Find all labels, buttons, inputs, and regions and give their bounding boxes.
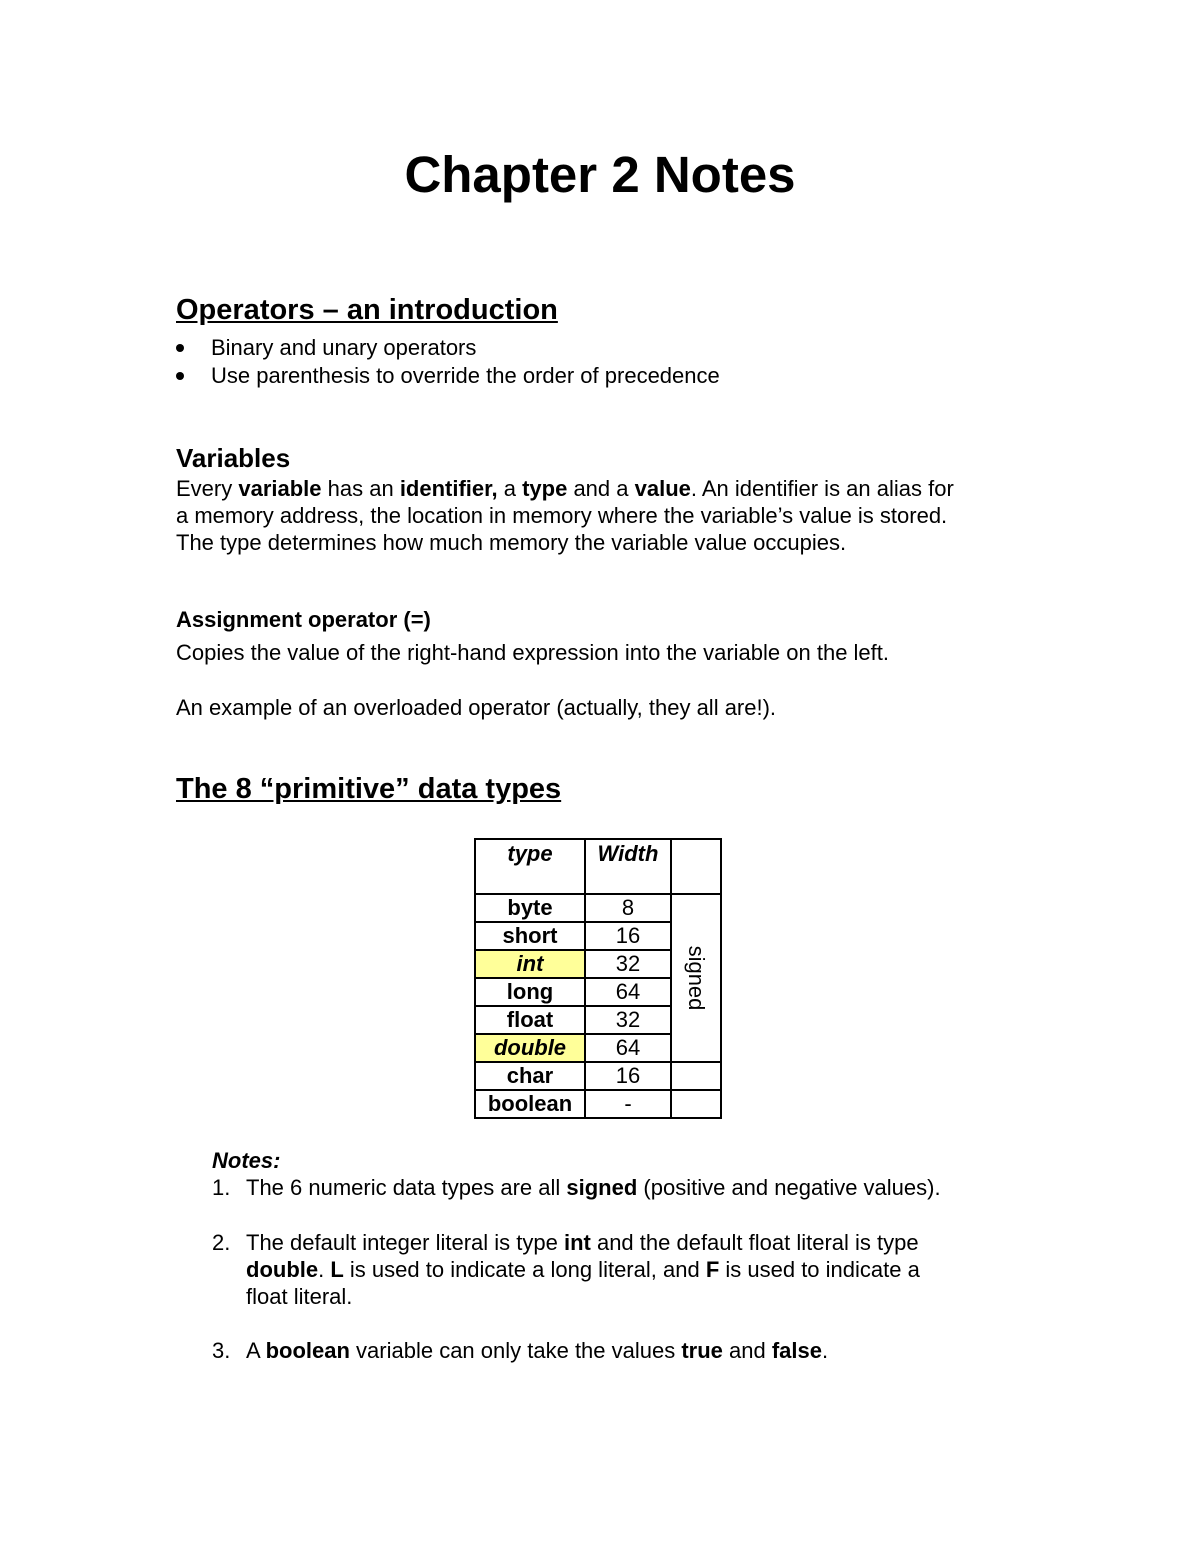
primitives-heading: The 8 “primitive” data types — [176, 773, 562, 805]
bold-term: true — [681, 1338, 723, 1363]
variables-paragraph-line-1 — [176, 475, 954, 502]
signed-cell — [671, 894, 721, 1062]
bold-term: boolean — [265, 1338, 350, 1363]
text-run: float literal. — [246, 1284, 353, 1309]
table-header-row — [475, 839, 721, 894]
notes-heading: Notes: — [212, 1148, 281, 1173]
bold-term: identifier, — [399, 476, 498, 501]
overloaded-operator-paragraph: An example of an overloaded operator (actually, they all are!). — [176, 695, 777, 720]
primitive-types-table — [474, 838, 722, 1119]
signed-label: signed — [684, 945, 709, 1011]
note-number: 3. — [212, 1338, 231, 1363]
width-cell: 16 — [585, 1062, 671, 1090]
text-run: Every — [176, 476, 239, 501]
type-cell: short — [475, 922, 585, 950]
type-cell-highlighted: double — [475, 1034, 585, 1062]
width-cell: 32 — [585, 950, 671, 978]
width-cell: 32 — [585, 1006, 671, 1034]
width-cell: 16 — [585, 922, 671, 950]
bold-term: F — [705, 1257, 720, 1282]
width-cell: 8 — [585, 894, 671, 922]
bold-term: signed — [566, 1175, 638, 1200]
header-width: Width — [585, 839, 671, 894]
header-type: type — [475, 839, 585, 894]
page-title: Chapter 2 Notes — [404, 146, 796, 203]
text-run: and the default float literal is type — [590, 1230, 919, 1255]
operators-bullet-list — [176, 334, 720, 390]
assignment-heading: Assignment operator (=) — [176, 607, 431, 632]
empty-cell — [671, 1090, 721, 1118]
bold-term: int — [563, 1230, 591, 1255]
type-cell: long — [475, 978, 585, 1006]
text-run: a — [497, 476, 523, 501]
header-empty-cell — [671, 839, 721, 894]
assignment-paragraph: Copies the value of the right-hand expression into the variable on the left. — [176, 640, 890, 665]
type-cell: byte — [475, 894, 585, 922]
note-item-2 — [212, 1229, 941, 1310]
text-run: is used to indicate a — [719, 1257, 920, 1282]
type-cell: boolean — [475, 1090, 585, 1118]
variables-paragraph-line-2: a memory address, the location in memory where the variable’s value is stored. — [176, 503, 948, 528]
text-run: . An identifier is an alias for — [690, 476, 954, 501]
bold-term: value — [634, 476, 691, 501]
operators-heading: Operators – an introduction — [176, 294, 558, 326]
text-run: is used to indicate a long literal, and — [343, 1257, 706, 1282]
text-run: The default integer literal is type — [246, 1230, 564, 1255]
empty-cell — [671, 1062, 721, 1090]
type-cell-highlighted: int — [475, 950, 585, 978]
variables-paragraph-line-3: The type determines how much memory the variable value occupies. — [176, 530, 847, 555]
bold-term: double — [246, 1257, 319, 1282]
type-cell: float — [475, 1006, 585, 1034]
list-item: Use parenthesis to override the order of precedence — [176, 362, 720, 390]
width-cell: 64 — [585, 1034, 671, 1062]
variables-heading: Variables — [176, 443, 291, 473]
note-item-3 — [212, 1337, 941, 1364]
text-run: has an — [321, 476, 400, 501]
text-run: The 6 numeric data types are all — [246, 1175, 567, 1200]
table-row — [475, 894, 721, 922]
note-number: 1. — [212, 1175, 231, 1200]
text-run: . — [822, 1338, 829, 1363]
type-cell: char — [475, 1062, 585, 1090]
text-run: and — [722, 1338, 772, 1363]
notes-list — [212, 1174, 941, 1364]
text-run: variable can only take the values — [349, 1338, 682, 1363]
width-cell: 64 — [585, 978, 671, 1006]
list-item: Binary and unary operators — [176, 334, 720, 362]
note-item-1 — [212, 1174, 941, 1201]
bold-term: L — [330, 1257, 344, 1282]
width-cell: - — [585, 1090, 671, 1118]
text-run: A — [246, 1338, 266, 1363]
table-row — [475, 1090, 721, 1118]
text-run: (positive and negative values). — [637, 1175, 941, 1200]
text-run: . — [318, 1257, 331, 1282]
text-run: and a — [567, 476, 635, 501]
table-row — [475, 1062, 721, 1090]
bold-term: variable — [238, 476, 322, 501]
bold-term: false — [771, 1338, 822, 1363]
note-number: 2. — [212, 1230, 231, 1255]
bold-term: type — [522, 476, 568, 501]
